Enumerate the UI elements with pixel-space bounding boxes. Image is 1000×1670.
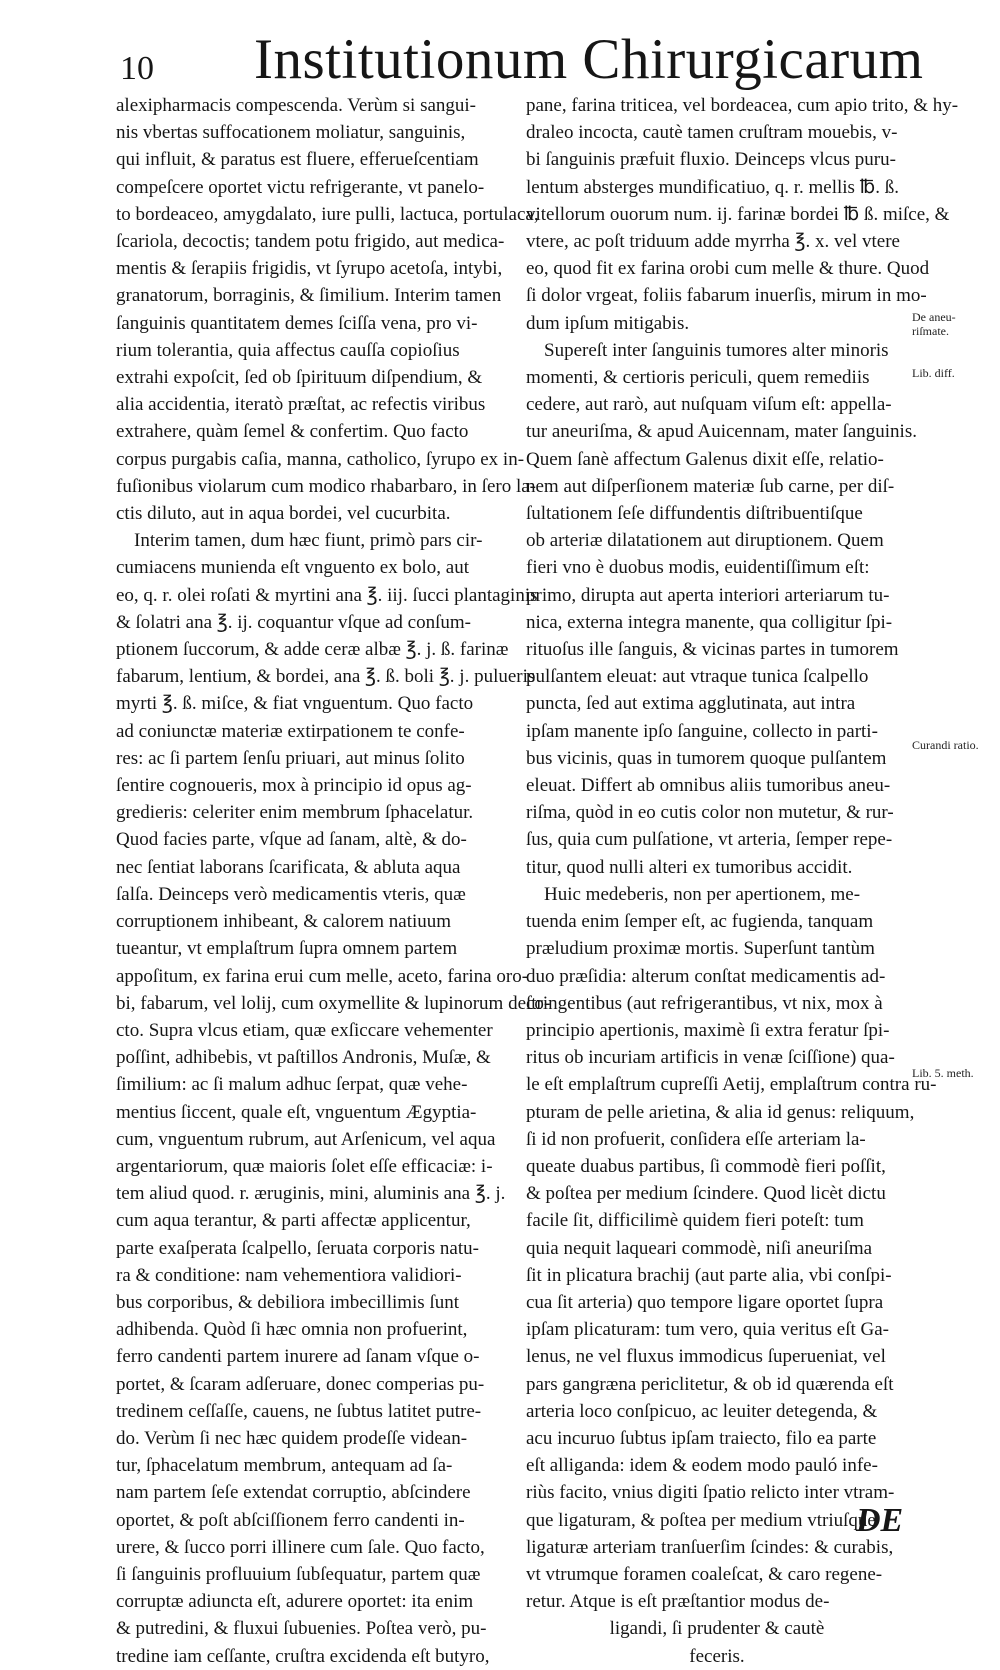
text-line: & ſolatri ana ℥. ij. coquantur vſque ad conſum-	[116, 611, 471, 633]
text-line: vt vtrumque foramen coaleſcat, & caro regene-	[526, 1563, 883, 1585]
text-line: pturam de pelle arietina, & alia id genus: reliquum,	[526, 1101, 915, 1123]
text-line: res: ac ſi partem ſenſu priuari, aut minus ſolito	[116, 747, 465, 769]
text-line: ſi id non profuerit, conſidera eſſe arteriam la-	[526, 1128, 866, 1150]
text-line: tem aliud quod. r. æruginis, mini, aluminis ana ℥. j.	[116, 1183, 506, 1205]
left-text-column	[116, 92, 551, 1670]
text-line: ſultationem ſeſe diffundentis diſtribuentiſque	[526, 503, 863, 525]
text-line: ferro candenti partem inurere ad ſanam vſque o-	[116, 1346, 480, 1368]
text-line: quia nequit laqueari commodè, niſi aneuriſma	[526, 1237, 873, 1259]
text-line: le eſt emplaſtrum cupreſſi Aetij, emplaſtrum contra ru-	[526, 1074, 937, 1096]
text-line: oportet, & poſt abſciſſionem ferro candenti in-	[116, 1509, 465, 1531]
margin-note-lib-meth: Lib. 5. meth.	[912, 1066, 974, 1080]
text-line: nica, externa integra manente, qua colligitur ſpi-	[526, 611, 893, 633]
text-line: Supereſt inter ſanguinis tumores alter minoris	[544, 339, 889, 361]
text-line: Quem ſanè affectum Galenus dixit eſſe, relatio-	[526, 448, 884, 470]
text-line: nec ſentiat laborans ſcarificata, & abluta aqua	[116, 856, 461, 878]
text-line: corruptæ adiuncta eſt, adurere oportet: ita enim	[116, 1591, 474, 1613]
text-line: eleuat. Differt ab omnibus aliis tumoribus aneu-	[526, 775, 891, 797]
text-line: ſus, quia cum pulſatione, vt arteria, ſemper repe-	[526, 829, 893, 851]
text-line: Huic medeberis, non per apertionem, me-	[544, 883, 861, 905]
text-line: tueantur, vt emplaſtrum ſupra omnem partem	[116, 938, 458, 960]
text-line: adhibenda. Quòd ſi hæc omnia non profuerint,	[116, 1319, 468, 1341]
text-line: ipſam manente ipſo ſanguine, collecto in parti-	[526, 720, 878, 742]
text-line: ſi dolor vrgeat, foliis fabarum inuerſis, mirum in mo-	[526, 285, 927, 307]
text-line: Interim tamen, dum hæc fiunt, primò pars cir-	[134, 530, 483, 552]
text-line: eo, q. r. olei roſati & myrtini ana ℥. iij. ſucci plantaginis	[116, 584, 538, 606]
text-line: pane, farina triticea, vel bordeacea, cum apio trito, & hy-	[526, 95, 959, 116]
text-line: riſma, quòd in eo cutis color non mutetur, & rur-	[526, 802, 894, 824]
text-line: facile ſit, difficilimè quidem fieri poteſt: tum	[526, 1210, 864, 1232]
text-line: ob arteriæ dilatationem aut diruptionem. Quem	[526, 530, 884, 552]
text-line: poſſint, adhibebis, vt paſtillos Andronis, Muſæ, &	[116, 1047, 491, 1069]
text-line: ſanguinis quantitatem demes ſciſſa vena, pro vi-	[116, 312, 478, 334]
text-line: acu incuruo ſubtus ipſam traiecto, filo ea parte	[526, 1427, 877, 1449]
text-line: cto. Supra vlcus etiam, quæ exſiccare vehementer	[116, 1019, 493, 1041]
running-header	[0, 28, 1000, 92]
text-line: pulſantem eleuat: aut vtraque tunica ſcalpello	[526, 666, 869, 688]
text-line: riùs facito, vnius digiti ſpatio relicto inter vtram-	[526, 1482, 895, 1504]
text-line: fabarum, lentium, & bordei, ana ℥. ß. boli ℥. j. pulueris	[116, 666, 536, 688]
text-line: titur, quod nulli alteri ex tumoribus accidit.	[526, 856, 853, 878]
text-line: draleo incocta, cautè tamen cruſtram mouebis, v-	[526, 122, 898, 144]
text-line: ſentire cognoueris, mox à principio id opus ag-	[116, 775, 472, 797]
text-line: extrahi expoſcit, ſed ob ſpirituum diſpendium, &	[116, 367, 483, 389]
text-line: rium tolerantia, quia affectus cauſſa copioſius	[116, 339, 460, 361]
text-line: puncta, ſed aut extima agglutinata, aut intra	[526, 693, 856, 715]
text-line: ſit in plicatura brachij (aut parte alia, vbi conſpi-	[526, 1264, 892, 1286]
text-line: queate duabus partibus, ſi commodè fieri poſſit,	[526, 1155, 886, 1177]
text-line: vitellorum ouorum num. ij. farinæ bordei ℔ ß. miſce, &	[526, 203, 950, 225]
text-line: qui influit, & paratus est fluere, efferueſcentiam	[116, 149, 479, 171]
text-line: parte exaſperata ſcalpello, ſeruata corporis natu-	[116, 1237, 479, 1259]
page-number: 10	[120, 50, 154, 87]
text-line: nis vbertas suffocationem moliatur, sanguinis,	[116, 122, 466, 144]
catchword: DE	[856, 1502, 904, 1539]
text-line: fuſionibus violarum cum modico rhabarbaro, in ſero la-	[116, 475, 536, 497]
text-line: vtere, ac poſt triduum adde myrrha ℥. x. vel vtere	[526, 231, 900, 253]
text-line: mentius ſiccent, quale eſt, vnguentum Ægyptia-	[116, 1101, 477, 1123]
text-line: corpus purgabis caſia, manna, catholico, ſyrupo ex in-	[116, 448, 525, 470]
text-line: cumiacens munienda eſt vnguento ex bolo, aut	[116, 557, 469, 579]
text-line: to bordeaceo, amygdalato, iure pulli, lactuca, portulaca,	[116, 203, 539, 225]
text-line: nam partem ſeſe extendat corruptio, abſcindere	[116, 1482, 471, 1504]
text-line: urere, & ſucco porri illinere cum ſale. Quo facto,	[116, 1536, 485, 1558]
text-line: eſt alliganda: idem & eodem modo pauló infe-	[526, 1455, 878, 1477]
text-line: pars gangræna periclitetur, & ob id quærenda eſt	[526, 1373, 894, 1395]
text-line: tur aneuriſma, & apud Auicennam, mater ſanguinis.	[526, 421, 917, 443]
text-line: eo, quod fit ex farina orobi cum melle & thure. Quod	[526, 258, 930, 280]
text-line: ligandi, ſi prudenter & cautè	[609, 1618, 825, 1640]
text-line: ctis diluto, aut in aqua bordei, vel cucurbita.	[116, 503, 451, 525]
text-line: lenus, ne vel fluxus immodicus ſuperueniat, vel	[526, 1346, 886, 1368]
text-line: ſalſa. Deinceps verò medicamentis vteris, quæ	[116, 883, 466, 905]
text-line: que ligaturam, & poſtea per medium vtriuſque	[526, 1509, 876, 1531]
text-line: fieri vno è duobus modis, euidentiſſimum eſt:	[526, 557, 870, 579]
text-line: alia accidentia, iteratò præſtat, ac refectis viribus	[116, 394, 486, 416]
text-line: ſimilium: ac ſi malum adhuc ſerpat, quæ vehe-	[116, 1074, 468, 1096]
text-line: ligaturæ arteriam tranſuerſim ſcindes: & curabis,	[526, 1536, 894, 1558]
margin-note-lib-diff: Lib. diff.	[912, 366, 955, 380]
text-line: Quod facies parte, vſque ad ſanam, altè, & do-	[116, 829, 467, 851]
text-line: portet, & ſcaram adſeruare, donec comperias pu-	[116, 1373, 485, 1395]
text-line: ra & conditione: nam vehementiora validiori-	[116, 1264, 462, 1286]
text-line: ſcariola, decoctis; tandem potu frigido, aut medica-	[116, 231, 505, 253]
text-line: cum, vnguentum rubrum, aut Arſenicum, vel aqua	[116, 1128, 496, 1150]
text-line: cum aqua terantur, & parti affectæ applicentur,	[116, 1210, 471, 1232]
text-line: ſi ſanguinis profluuium ſubſequatur, partem quæ	[116, 1563, 481, 1585]
text-line: compeſcere oportet victu refrigerante, vt panelo-	[116, 176, 485, 198]
text-line: feceris.	[689, 1645, 745, 1667]
text-line: cua ſit arteria) quo tempore ligare oportet ſupra	[526, 1291, 884, 1313]
text-line: alexipharmacis compescenda. Verùm si sangui-	[116, 95, 477, 116]
margin-note-curandi: Curandi ratio.	[912, 738, 979, 752]
text-line: tur, ſphacelatum membrum, antequam ad ſa-	[116, 1455, 453, 1477]
text-line: corruptionem inhibeant, & calorem natiuum	[116, 911, 452, 933]
text-line: bus vicinis, quas in tumorem quoque pulſantem	[526, 747, 887, 769]
text-line: ptionem ſuccorum, & adde ceræ albæ ℥. j. ß. farinæ	[116, 639, 509, 661]
text-line: duo præſidia: alterum conſtat medicamentis ad-	[526, 965, 886, 987]
text-line: extrahere, quàm ſemel & confertim. Quo facto	[116, 421, 469, 443]
text-line: bus corporibus, & debiliora imbecillimis ſunt	[116, 1291, 460, 1313]
text-line: tredinem ceſſaſſe, cauens, ne ſubtus latitet putre-	[116, 1400, 482, 1422]
text-line: arteria loco conſpicuo, ac leuiter detegenda, &	[526, 1400, 878, 1422]
text-line: nem aut diſperſionem materiæ ſub carne, per diſ-	[526, 475, 895, 497]
text-line: cedere, aut rarò, aut nuſquam viſum eſt: appella-	[526, 394, 892, 416]
text-line: & putredini, & fluxui ſubuenies. Poſtea verò, pu-	[116, 1618, 487, 1640]
text-line: appoſitum, ex farina erui cum melle, aceto, farina oro-	[116, 965, 529, 987]
text-line: ſtringentibus (aut refrigerantibus, vt nix, mox à	[526, 992, 883, 1014]
text-line: ad coniunctæ materiæ extirpationem te confe-	[116, 720, 465, 742]
running-title: Institutionum Chirurgicarum	[254, 28, 924, 91]
text-line: bi ſanguinis præfuit fluxio. Deinceps vlcus puru-	[526, 149, 896, 171]
text-line: præludium proximæ mortis. Superſunt tantùm	[526, 938, 875, 960]
text-line: ritus ob incuriam artificis in venæ ſciſſione) qua-	[526, 1047, 895, 1069]
margin-note-aneurisma: De aneu-riſmate.	[912, 310, 956, 338]
text-line: momenti, & certioris periculi, quem remediis	[526, 367, 870, 389]
text-line: granatorum, borraginis, & ſimilium. Interim tamen	[116, 285, 502, 307]
text-line: do. Verùm ſi nec hæc quidem prodeſſe videan-	[116, 1427, 468, 1449]
text-line: primo, dirupta aut aperta interiori arteriarum tu-	[526, 584, 890, 606]
text-line: dum ipſum mitigabis.	[526, 312, 690, 334]
text-line: tuenda enim ſemper eſt, ac fugienda, tanquam	[526, 911, 874, 933]
text-line: tredine iam ceſſante, cruſtra excidenda eſt butyro,	[116, 1645, 490, 1667]
text-line: rituoſus ille ſanguis, & vicinas partes in tumorem	[526, 639, 899, 661]
text-line: argentariorum, quæ maioris ſolet eſſe efficaciæ: i-	[116, 1155, 493, 1177]
text-line: ipſam plicaturam: tum vero, quia veritus eſt Ga-	[526, 1319, 890, 1341]
text-line: myrti ℥. ß. miſce, & fiat vnguentum. Quo facto	[116, 693, 474, 715]
text-line: retur. Atque is eſt præſtantior modus de-	[526, 1591, 830, 1613]
text-line: principio apertionis, maximè ſi extra feratur ſpi-	[526, 1019, 890, 1041]
text-line: & poſtea per medium ſcindere. Quod licèt dictu	[526, 1183, 886, 1205]
text-line: mentis & ſerapiis frigidis, vt ſyrupo acetoſa, intybi,	[116, 258, 503, 280]
text-line: bi, fabarum, vel lolij, cum oxymellite & lupinorum deco-	[116, 992, 551, 1014]
text-line: gredieris: celeriter enim membrum ſphacelatur.	[116, 802, 474, 824]
text-line: lentum absterges mundificatiuo, q. r. mellis ℔. ß.	[526, 176, 899, 198]
